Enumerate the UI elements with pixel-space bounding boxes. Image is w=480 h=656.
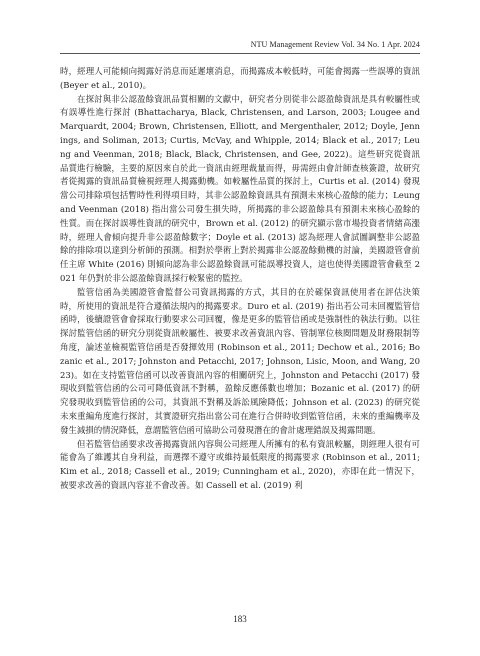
header-rule (60, 53, 420, 54)
paragraph-comment-letters: 監管信函為美國證管會監督公司資訊揭露的方式，其目的在於確保資訊使用者在評估決策時，所使用的資訊是符合遵循法規內的揭露要求。Duro et al. (2019) 指出若公司未回覆監管信函時，後續證管會會採取行動要求公司回覆，像是更多的監管信函或是強制性的執法行動。以往探討監管信函的研究分別從資訊較屬性、被要求改善資訊內容、管制單位核閱問題及財務限制等角度，論述並檢視監管信函是否發揮效用 (Robinson et al., 2011; Dechow et al., 2016; Bozanic et al., 2017; Johnston and Petacchi, 2017; Johnson, Lisic, Moon, and Wang, 2023)。如在支持監管信函可以改善資訊內容的相關研究上，Johnston and Petacchi (2017) 發現收到監管信函的公司可降低資訊不對稱，盈餘反應係數也增加；Bozanic et al. (2017) 的研究發現收到監管信函的公司，其資訊不對稱及訴訟風險降低；Johnson et al. (2023) 的研究從未來重編角度進行探討，其實證研究指出當公司在進行合併時收到監管信函，未來的重編機率及發生減損的情況降低，意謂監管信函可協助公司發現潛在的會計處理錯誤及揭露問題。 (60, 286, 420, 435)
paragraph-compliance: 但若監管信函要求改善揭露資訊內容與公司經理人所擁有的私有資訊較屬，則經理人很有可能會為了維護其自身利益，而選擇不遵守或維持最低限度的揭露要求 (Robinson et al., 2011; Kim et al., 2018; Cassell et al., 2019; Cunningham et al., 2020)，亦即在此一情況下，被要求改善的資訊內容並不會改善。如 Cassell et al. (2019) 利 (60, 438, 420, 490)
article-body (60, 65, 420, 493)
running-header: NTU Management Review Vol. 34 No. 1 Apr. 2024 (250, 40, 420, 49)
page-number: 183 (233, 614, 247, 624)
paragraph-continuation: 時，經理人可能傾向揭露好消息而延遲壞消息，而揭露成本較低時，可能會揭露一些誤導的資訊 (Beyer et al., 2010)。 (60, 66, 420, 90)
paragraph-literature-review: 在探討與非公認盈餘資訊品質相關的文獻中，研究者分別從非公認盈餘資訊是具有較屬性或有誤導性進行探討 (Bhattacharya, Black, Christensen, and Larson, 2003; Lougee and Marquardt, 2004; Brown, Christensen, Elliott, and Mergenthaler, 2012; Doyle, Jennings, and Soliman, 2013; Curtis, McVay, and Whipple, 2014; Black et al., 2017; Leung and Veenman, 2018; Black, Black, Christensen, and Gee, 2022)。這些研究從資訊品質進行檢驗，主要的原因來自於此一資訊由經理裁量而得，毋需經由會計師查核簽證，故研究者從揭露的資訊品質檢視經理人揭露動機。如較屬性品質的探討上，Curtis et al. (2014) 發現當公司排除項包括暫時性利得項目時，其非公認盈餘資訊具有預測未來核心盈餘的能力；Leung and Veenman (2018) 指出當公司發生損失時，所揭露的非公認盈餘具有預測未來核心盈餘的性質。而在探討誤導性資訊的研究中，Brown et al. (2012) 的研究顯示當市場投資者情緒高漲時，經理人會傾向提升非公認盈餘數字；Doyle et al. (2013) 認為經理人會試圖調整非公認盈餘的排除項以達到分析師的預測。相對於學術上對於揭露非公認盈餘動機的討論，美國證管會前任主席 White (2016) 則傾向認為非公認盈餘資訊可能誤導投資人，這也使得美國證管會截至 2021 年仍對於非公認盈餘資訊採行較緊密的監控。 (60, 93, 420, 283)
